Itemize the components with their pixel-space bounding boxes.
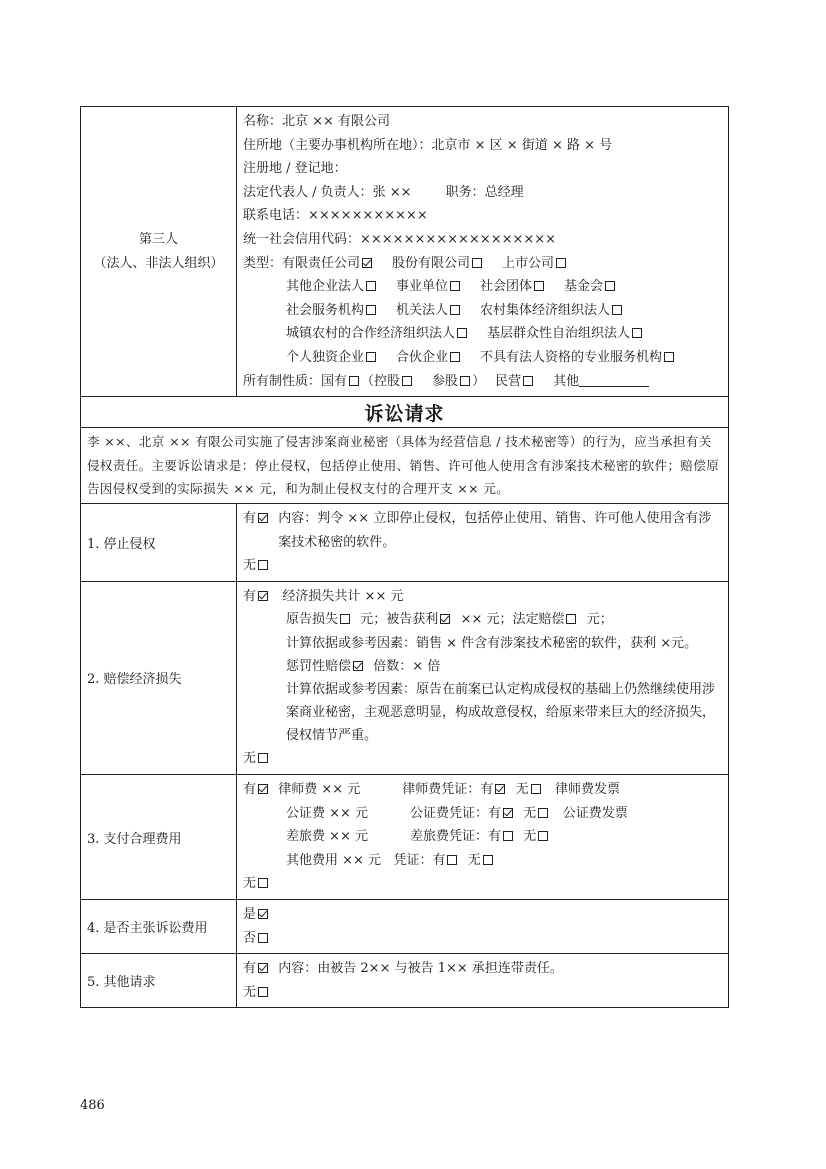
type-rural-collective-checkbox[interactable]: [612, 305, 622, 315]
ownership-private-label: 民营: [495, 373, 522, 389]
type-social-service-label: 社会服务机构: [286, 302, 365, 318]
other-fee: 其他费用 ×× 元: [286, 852, 382, 868]
damages-basis2: 计算依据或参考因素：原告在前案已认定构成侵权的基础上仍然继续使用涉案商业秘密，主观恶意明显，构成故意侵权，给原来带来巨大的经济损失，侵权情节严重。: [286, 682, 716, 744]
type-organ-label: 机关法人: [396, 302, 449, 318]
third-party-phone: 联系电话：×××××××××××: [243, 208, 428, 224]
fees-yes-checkbox[interactable]: [258, 784, 268, 794]
travel-proof-no-label: 无: [523, 829, 537, 845]
damages-basis1: 计算依据或参考因素：销售 × 件含有涉案技术秘密的软件，获利 ×元。: [286, 635, 698, 651]
type-social-group-label: 社会团体: [480, 279, 533, 295]
ownership-state-checkbox[interactable]: [349, 376, 359, 386]
stop-no-line: [243, 554, 724, 578]
fees-no-checkbox[interactable]: [258, 878, 268, 888]
fees-label: 3. 支付合理费用: [81, 775, 237, 900]
type-sole-checkbox[interactable]: [366, 352, 376, 362]
type-sole-label: 个人独资企业: [286, 349, 365, 365]
fees-row: [81, 775, 729, 900]
type-urban-rural-coop-label: 城镇农村的合作经济组织法人: [286, 326, 456, 342]
third-party-domicile: 住所地（主要办事机构所在地）：北京市 × 区 × 街道 × 路 × 号: [243, 137, 613, 153]
fees-no-line: [243, 872, 724, 896]
ownership-holding-label: （控股: [361, 373, 401, 389]
type-llc-label: 有限责任公司: [282, 255, 361, 271]
other-no-checkbox[interactable]: [258, 987, 268, 997]
type-foundation-label: 基金会: [564, 279, 604, 295]
litigation-yes-checkbox[interactable]: [258, 909, 268, 919]
third-party-registered: 注册地 / 登记地：: [243, 161, 347, 177]
punitive-label: 惩罚性赔偿: [286, 658, 352, 674]
fees-yes-label: 有: [243, 782, 257, 798]
other-content: 内容：由被告 2×× 与被告 1×× 承担连带责任。: [278, 961, 563, 977]
ownership-share-checkbox[interactable]: [460, 376, 470, 386]
claims-text-row: [81, 428, 729, 504]
litigation-fee-label: 4. 是否主张诉讼费用: [81, 900, 237, 954]
litigation-yes-label: 是: [243, 907, 257, 923]
litigation-fee-row: [81, 900, 729, 954]
ownership-other-label: 其他: [553, 373, 580, 389]
ownership-label: 所有制性质：: [243, 373, 322, 389]
type-grassroots-label: 基层群众性自治组织法人: [487, 326, 631, 342]
third-party-rep-line: [243, 181, 724, 205]
other-fee-line: [243, 849, 724, 873]
stop-yes-option: [243, 507, 278, 554]
stop-infringement-content: [237, 503, 729, 581]
lawyer-proof-no-checkbox[interactable]: [531, 784, 541, 794]
notary-proof-yes-checkbox[interactable]: [503, 808, 513, 818]
lawyer-proof-label: 律师费凭证：有: [402, 782, 494, 798]
punitive-checkbox[interactable]: [353, 661, 363, 671]
other-request-row: [81, 954, 729, 1008]
type-line-4: [243, 322, 724, 346]
lawyer-proof-yes-checkbox[interactable]: [495, 784, 505, 794]
ownership-share-label: 参股: [432, 373, 459, 389]
damages-yes-label: 有: [243, 588, 257, 604]
stop-yes-checkbox[interactable]: [258, 513, 268, 523]
damages-breakdown-line: [243, 608, 724, 632]
third-party-position: 职务：总经理: [445, 184, 524, 200]
third-party-details: [237, 107, 729, 397]
ownership-private-checkbox[interactable]: [523, 376, 533, 386]
travel-proof-yes-checkbox[interactable]: [503, 831, 513, 841]
stop-yes-label: 有: [243, 510, 257, 526]
other-proof-label: 凭证：有: [393, 852, 446, 868]
damages-no-line: [243, 747, 724, 771]
damages-no-label: 无: [243, 751, 257, 767]
litigation-yes-line: [243, 903, 724, 927]
litigation-fee-content: [237, 900, 729, 954]
other-proof-yes-checkbox[interactable]: [447, 855, 457, 865]
other-yes-checkbox[interactable]: [258, 963, 268, 973]
third-party-credit-code: 统一社会信用代码：××××××××××××××××××: [243, 231, 557, 247]
stop-content: 内容：判令 ×× 立即停止侵权，包括停止使用、销售、许可他人使用含有涉案技术秘密的软件。: [278, 510, 712, 550]
ownership-holding-checkbox[interactable]: [402, 376, 412, 386]
type-partnership-checkbox[interactable]: [450, 352, 460, 362]
notary-proof-no-checkbox[interactable]: [538, 808, 548, 818]
type-institution-checkbox[interactable]: [450, 281, 460, 291]
defendant-profit-checkbox[interactable]: [440, 614, 450, 624]
defendant-profit-label: 元；被告获利: [360, 612, 439, 628]
other-no-label: 无: [243, 984, 257, 1000]
type-label: 类型：: [243, 255, 283, 271]
notary-invoice: 公证费发票: [562, 805, 628, 821]
lawyer-proof-no-label: 无: [515, 782, 529, 798]
damages-yes-checkbox[interactable]: [258, 591, 268, 601]
travel-fee: 差旅费 ×× 元: [286, 829, 369, 845]
type-urban-rural-coop-checkbox[interactable]: [457, 328, 467, 338]
type-listed-checkbox[interactable]: [556, 258, 566, 268]
travel-proof-label: 差旅费凭证：有: [410, 829, 502, 845]
notary-fee: 公证费 ×× 元: [286, 805, 369, 821]
lawyer-fee-line: [243, 778, 724, 802]
plaintiff-loss-label: 原告损失: [286, 612, 339, 628]
punitive-multiple: 倍数：× 倍: [373, 658, 441, 674]
other-proof-no-label: 无: [467, 852, 481, 868]
notary-proof-label: 公证费凭证：有: [410, 805, 502, 821]
damages-label: 2. 赔偿经济损失: [81, 581, 237, 774]
stop-yes-line: [243, 507, 724, 554]
third-party-row: [81, 107, 729, 397]
other-request-content: [237, 954, 729, 1008]
type-line-2: [243, 275, 724, 299]
ownership-close-paren: ）: [472, 373, 486, 389]
type-line-5: [243, 346, 724, 370]
fees-content: [237, 775, 729, 900]
claims-title: 诉讼请求: [81, 397, 729, 428]
notary-proof-no-label: 无: [523, 805, 537, 821]
ownership-line: [243, 370, 724, 394]
statutory-unit: 元；: [586, 612, 613, 628]
other-request-label: 5. 其他请求: [81, 954, 237, 1008]
type-organ-checkbox[interactable]: [450, 305, 460, 315]
third-party-label-line1: 第三人: [138, 231, 178, 247]
lawyer-invoice: 律师费发票: [554, 782, 620, 798]
type-listed-label: 上市公司: [502, 255, 555, 271]
litigation-no-checkbox[interactable]: [258, 933, 268, 943]
type-non-legal-service-label: 不具有法人资格的专业服务机构: [480, 349, 663, 365]
claims-text: 李 ××、北京 ×× 有限公司实施了侵害涉案商业秘密（具体为经营信息 / 技术秘密等）的行为，应当承担有关侵权责任。主要诉讼请求是：停止侵权，包括停止使用、销售、许可他人使用含有涉案技术秘密的软件；赔偿原告因侵权受到的实际损失 ×× 元，和为制止侵权支付的合理开支 ×× 元。: [81, 428, 729, 504]
type-institution-label: 事业单位: [396, 279, 449, 295]
other-no-line: [243, 981, 724, 1005]
stop-infringement-label: 1. 停止侵权: [81, 503, 237, 581]
stop-no-label: 无: [243, 558, 257, 574]
page-number: 486: [80, 1098, 105, 1113]
fees-no-label: 无: [243, 876, 257, 892]
damages-total: 经济损失共计 ×× 元: [282, 588, 404, 604]
type-line-1: [243, 252, 724, 276]
plaintiff-loss-checkbox[interactable]: [340, 614, 350, 624]
damages-yes-line: [243, 585, 724, 609]
punitive-line: [243, 655, 724, 679]
damages-no-checkbox[interactable]: [258, 753, 268, 763]
type-other-corp-checkbox[interactable]: [366, 281, 376, 291]
type-line-3: [243, 299, 724, 323]
statutory-damages-label: ×× 元；法定赔偿: [460, 612, 565, 628]
complaint-form-table: [80, 106, 729, 1008]
ownership-other-blank[interactable]: [579, 374, 649, 387]
type-social-group-checkbox[interactable]: [534, 281, 544, 291]
type-partnership-label: 合伙企业: [396, 349, 449, 365]
other-yes-line: [243, 957, 724, 981]
travel-proof-no-checkbox[interactable]: [538, 831, 548, 841]
third-party-rep: 法定代表人 / 负责人：张 ××: [243, 184, 412, 200]
type-non-legal-service-checkbox[interactable]: [664, 352, 674, 362]
type-social-service-checkbox[interactable]: [366, 305, 376, 315]
statutory-damages-checkbox[interactable]: [566, 614, 576, 624]
type-llc-checkbox[interactable]: [362, 258, 372, 268]
other-proof-no-checkbox[interactable]: [483, 855, 493, 865]
type-other-corp-label: 其他企业法人: [286, 279, 365, 295]
type-joint-stock-checkbox[interactable]: [472, 258, 482, 268]
travel-fee-line: [243, 825, 724, 849]
type-rural-collective-label: 农村集体经济组织法人: [480, 302, 611, 318]
litigation-no-line: [243, 927, 724, 951]
claims-title-row: [81, 397, 729, 428]
damages-content: [237, 581, 729, 774]
litigation-no-label: 否: [243, 930, 257, 946]
third-party-label-line2: （法人、非法人组织）: [93, 255, 224, 271]
third-party-label: [81, 107, 237, 397]
third-party-name: 名称：北京 ×× 有限公司: [243, 114, 391, 129]
type-joint-stock-label: 股份有限公司: [392, 255, 471, 271]
type-grassroots-checkbox[interactable]: [632, 328, 642, 338]
ownership-state-label: 国有: [321, 373, 348, 389]
type-foundation-checkbox[interactable]: [605, 281, 615, 291]
other-yes-label: 有: [243, 961, 257, 977]
damages-row: [81, 581, 729, 774]
stop-infringement-row: [81, 503, 729, 581]
stop-no-checkbox[interactable]: [258, 560, 268, 570]
lawyer-fee: 律师费 ×× 元: [278, 782, 361, 798]
notary-fee-line: [243, 802, 724, 826]
